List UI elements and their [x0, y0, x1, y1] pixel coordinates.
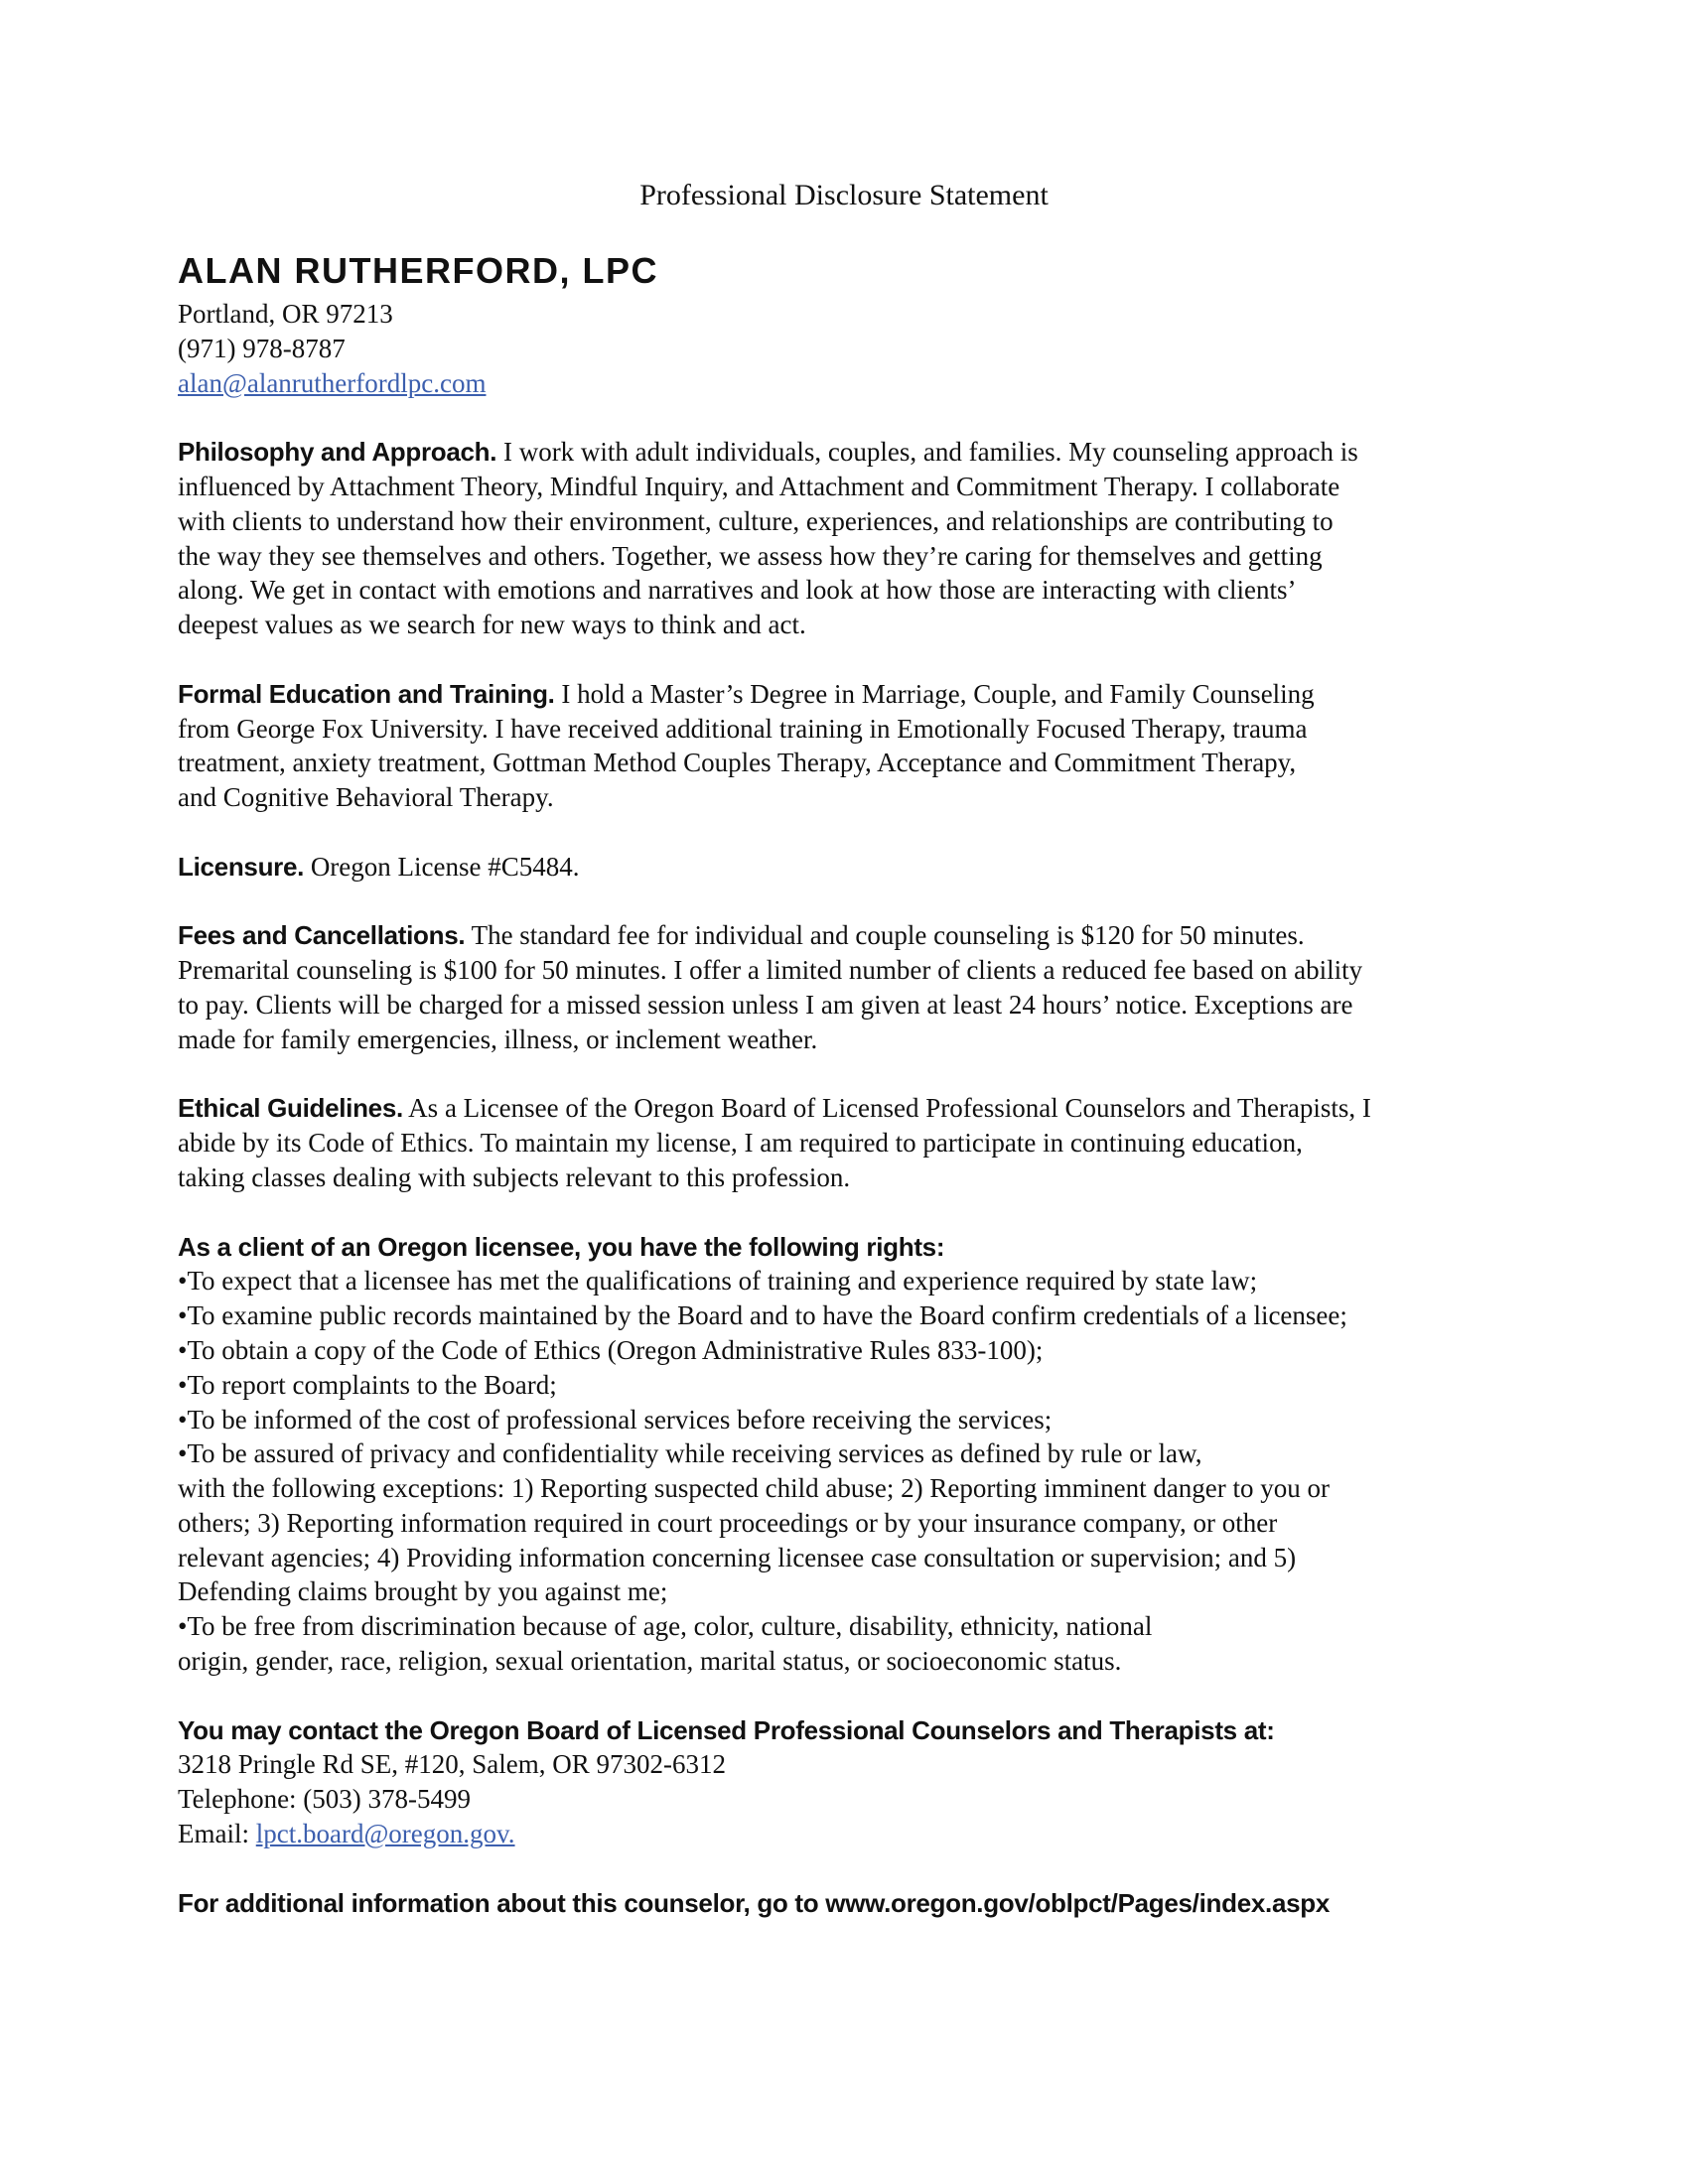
board-heading: You may contact the Oregon Board of Licensed Professional Counselors and Therapists at:	[178, 1714, 1275, 1745]
education-heading: Formal Education and Training.	[178, 678, 555, 709]
contact-phone: (971) 978-8787	[178, 333, 346, 363]
philosophy-text: deepest values as we search for new ways to think and act.	[178, 610, 806, 640]
licensure-section	[178, 850, 1568, 885]
fees-text: made for family emergencies, illness, or inclement weather.	[178, 1024, 818, 1054]
philosophy-text: I work with adult individuals, couples, and families. My counseling approach is	[496, 437, 1358, 468]
rights-item: •To be free from discrimination because of age, color, culture, disability, ethnicity, national	[178, 1611, 1153, 1642]
fees-text: Premarital counseling is $100 for 50 minutes. I offer a limited number of clients a reduced fee based on ability	[178, 955, 1363, 986]
board-address: 3218 Pringle Rd SE, #120, Salem, OR 97302-6312	[178, 1749, 726, 1780]
fees-text: to pay. Clients will be charged for a missed session unless I am given at least 24 hours’ notice. Exceptions are	[178, 989, 1353, 1020]
fees-section	[178, 918, 1568, 1056]
board-email-link[interactable]: lpct.board@oregon.gov.	[255, 1819, 515, 1849]
board-contact-section	[178, 1713, 1568, 1851]
rights-item: •To expect that a licensee has met the qualifications of training and experience required by state law;	[178, 1266, 1258, 1297]
rights-item: Defending claims brought by you against me;	[178, 1576, 668, 1607]
rights-item: •To examine public records maintained by the Board and to have the Board confirm credentials of a licensee;	[178, 1300, 1347, 1331]
document-title: Professional Disclosure Statement	[639, 179, 1049, 211]
education-text: I hold a Master’s Degree in Marriage, Couple, and Family Counseling	[554, 678, 1315, 709]
rights-item: •To be informed of the cost of professional services before receiving the services;	[178, 1404, 1053, 1434]
licensure-text: Oregon License #C5484.	[304, 851, 580, 882]
counselor-name: ALAN RUTHERFORD, LPC	[178, 250, 658, 291]
philosophy-section	[178, 435, 1568, 642]
philosophy-text: with clients to understand how their environment, culture, experiences, and relationships are contributing to	[178, 505, 1334, 536]
contact-city: Portland, OR 97213	[178, 299, 393, 329]
ethics-text: taking classes dealing with subjects relevant to this profession.	[178, 1161, 851, 1192]
ethics-heading: Ethical Guidelines.	[178, 1093, 403, 1124]
rights-item: •To report complaints to the Board;	[178, 1369, 557, 1400]
rights-item: with the following exceptions: 1) Reporting suspected child abuse; 2) Reporting imminent danger to you or	[178, 1473, 1331, 1504]
document-body	[178, 297, 1568, 1920]
philosophy-text: the way they see themselves and others. Together, we assess how they’re caring for themselves and getting	[178, 540, 1323, 571]
education-text: from George Fox University. I have received additional training in Emotionally Focused Therapy, trauma	[178, 713, 1308, 744]
licensure-heading: Licensure.	[178, 851, 305, 882]
fees-text: The standard fee for individual and couple counseling is $120 for 50 minutes.	[465, 920, 1305, 951]
rights-heading: As a client of an Oregon licensee, you have the following rights:	[178, 1231, 945, 1262]
board-email-label: Email:	[178, 1819, 256, 1849]
philosophy-text: along. We get in contact with emotions and narratives and look at how those are interacting with clients’	[178, 575, 1297, 606]
ethics-text: abide by its Code of Ethics. To maintain my license, I am required to participate in continuing education,	[178, 1128, 1303, 1159]
philosophy-heading: Philosophy and Approach.	[178, 437, 497, 468]
rights-item: relevant agencies; 4) Providing information concerning licensee case consultation or supervision; and 5)	[178, 1542, 1297, 1572]
ethics-text: As a Licensee of the Oregon Board of Licensed Professional Counselors and Therapists, I	[402, 1093, 1371, 1124]
ethics-section	[178, 1091, 1568, 1194]
fees-heading: Fees and Cancellations.	[178, 920, 466, 951]
rights-section	[178, 1230, 1568, 1679]
education-section	[178, 677, 1568, 815]
philosophy-text: influenced by Attachment Theory, Mindful Inquiry, and Attachment and Commitment Therapy. I collaborate	[178, 471, 1340, 501]
rights-item: •To be assured of privacy and confidentiality while receiving services as defined by rule or law,	[178, 1438, 1202, 1469]
education-text: treatment, anxiety treatment, Gottman Method Couples Therapy, Acceptance and Commitment Therapy,	[178, 748, 1297, 778]
education-text: and Cognitive Behavioral Therapy.	[178, 782, 554, 813]
rights-item: •To obtain a copy of the Code of Ethics (Oregon Administrative Rules 833-100);	[178, 1334, 1044, 1365]
board-telephone: Telephone: (503) 378-5499	[178, 1784, 472, 1815]
footer-info: For additional information about this counselor, go to www.oregon.gov/oblpct/Pages/index.aspx	[178, 1887, 1331, 1918]
rights-item: others; 3) Reporting information required in court proceedings or by your insurance company, or other	[178, 1507, 1278, 1538]
contact-email-link[interactable]: alan@alanrutherfordlpc.com	[178, 367, 487, 398]
rights-item: origin, gender, race, religion, sexual orientation, marital status, or socioeconomic status.	[178, 1646, 1122, 1677]
